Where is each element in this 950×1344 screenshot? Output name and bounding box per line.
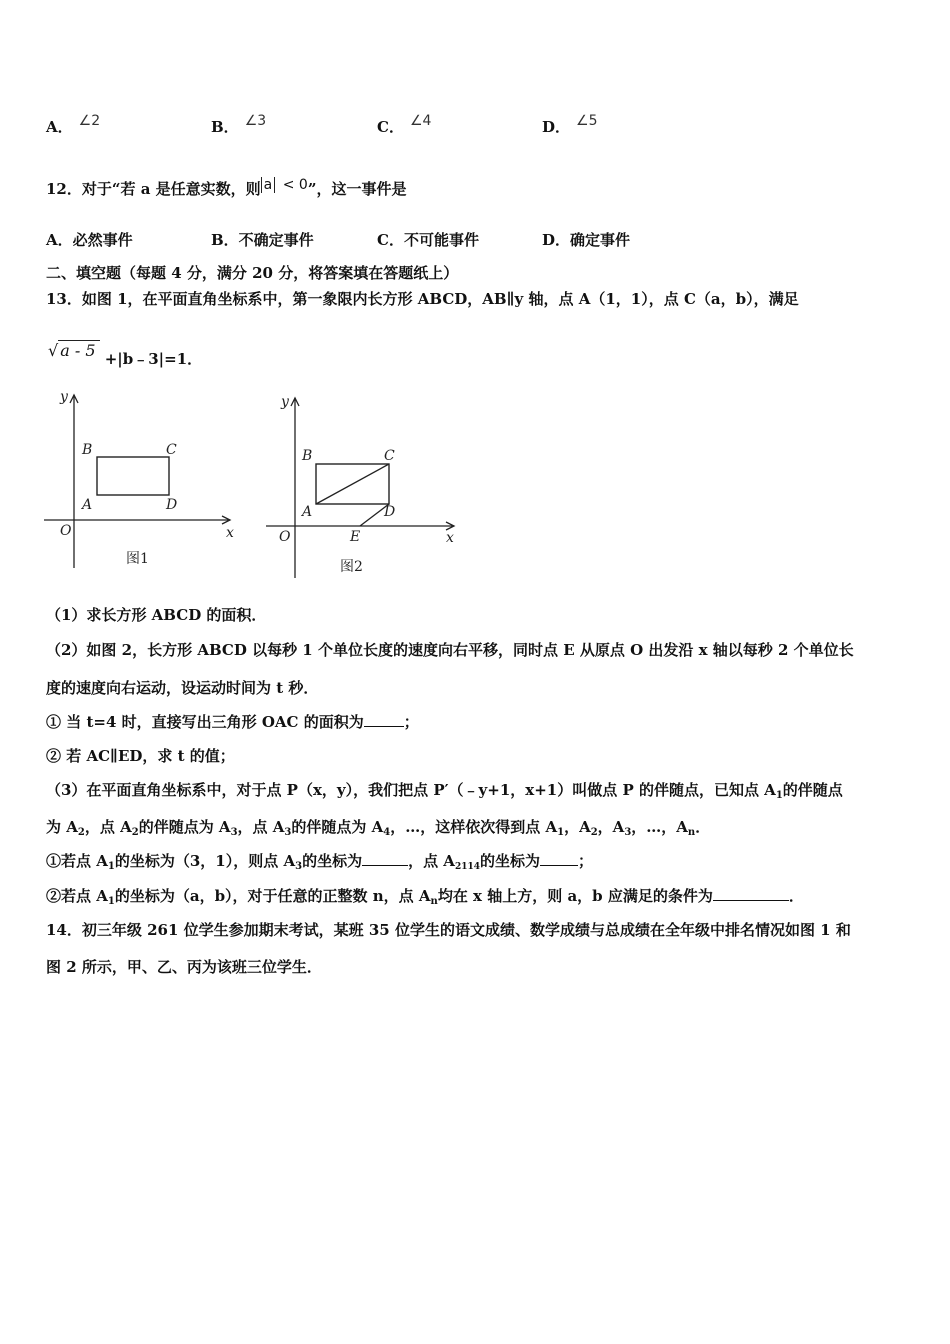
figure-1-caption: 图1: [126, 551, 149, 567]
sqrt-expression: [48, 340, 100, 360]
text: 的伴随点为 A: [291, 818, 384, 836]
text: ，A: [597, 818, 625, 836]
label-o: O: [279, 529, 291, 545]
q13-part-2a: （2）如图 2，长方形 ABCD 以每秒 1 个单位长度的速度向右平移，同时点 E 从原点 O 出发沿 x 轴以每秒 2 个单位长: [46, 641, 854, 659]
text: ，点 A: [408, 852, 455, 870]
answer-blank: [713, 886, 789, 901]
text: 的坐标为: [480, 852, 541, 870]
text: ②若点 A: [46, 887, 108, 905]
rectangle-abcd: [97, 457, 169, 495]
option-value: ∠5: [576, 113, 598, 129]
text: ；: [578, 852, 594, 870]
q13-part-2b: 度的速度向右运动，设运动时间为 t 秒．: [46, 679, 319, 697]
text: ．: [695, 818, 711, 836]
label-d: D: [166, 497, 178, 513]
text: ，…，这样依次得到点 A: [390, 818, 558, 836]
q14-line-2: 图 2 所示，甲、乙、丙为该班三位学生．: [46, 958, 322, 976]
q12-option-b: B．不确定事件: [211, 231, 314, 249]
q12-option-d: D．确定事件: [542, 231, 631, 249]
option-letter: B．: [211, 118, 239, 136]
q14-line-1: 14．初三年级 261 位学生参加期末考试，某班 35 位学生的语文成绩、数学成绩与总成绩在全年级中排名情况如图 1 和: [46, 921, 851, 939]
text: ，点 A: [84, 818, 132, 836]
q13-stem: 13．如图 1，在平面直角坐标系中，第一象限内长方形 ABCD，AB∥y 轴，点 A（1，1），点 C（a，b），满足: [46, 290, 799, 308]
label-x: x: [446, 530, 454, 546]
text: 的坐标为（a，b），对于任意的正整数 n，点 A: [114, 887, 431, 905]
q13-part-3c: [46, 850, 593, 871]
label-e: E: [350, 529, 361, 545]
subscript: 3: [284, 827, 292, 838]
label-o: O: [60, 523, 72, 539]
part-text: ① 当 t=4 时，直接写出三角形 OAC 的面积为: [46, 713, 364, 731]
label-c: C: [384, 448, 395, 464]
q13-part-1: （1）求长方形 ABCD 的面积．: [46, 606, 267, 624]
inequality: < 0: [274, 177, 308, 193]
section-heading: 二、填空题（每题 4 分，满分 20 分，将答案填在答题纸上）: [46, 264, 459, 282]
figure-2-caption: 图2: [340, 559, 363, 575]
label-b: B: [302, 448, 313, 464]
text: ，点 A: [237, 818, 285, 836]
q13-part-3d: [46, 885, 804, 906]
q11-option-a: [46, 113, 101, 137]
part-end: 的伴随点: [782, 781, 843, 799]
label-c: C: [166, 442, 177, 458]
condition-rest: +|b﹣3|=1．: [104, 350, 203, 368]
text: ．: [788, 887, 804, 905]
q11-option-b: [211, 113, 267, 137]
subscript: 4: [383, 827, 391, 838]
option-value: ∠2: [78, 113, 101, 129]
q13-part-2d: ② 若 AC∥ED，求 t 的值；: [46, 747, 235, 765]
text: ，…，A: [631, 818, 688, 836]
abs-value: a: [263, 177, 273, 193]
label-a: A: [82, 497, 93, 513]
q11-option-c: [377, 113, 432, 137]
subscript: 2: [77, 827, 85, 838]
q12-option-a: A．必然事件: [46, 231, 133, 249]
text: ①若点 A: [46, 852, 108, 870]
subscript: 3: [295, 861, 303, 872]
text: 的坐标为（3，1），则点 A: [114, 852, 296, 870]
text: ，A: [564, 818, 591, 836]
subscript: 2114: [454, 862, 481, 872]
subscript: 3: [230, 827, 238, 838]
part-end: ；: [403, 713, 419, 731]
subscript: 1: [775, 790, 783, 801]
q12-option-c: C．不可能事件: [377, 231, 479, 249]
radicand: a - 5: [58, 340, 99, 360]
q13-part-3b: [46, 816, 710, 837]
subscript: 1: [557, 827, 565, 838]
subscript: 2: [590, 827, 598, 838]
q11-option-d: [542, 113, 598, 137]
option-value: ∠4: [409, 113, 432, 129]
subscript: 2: [131, 827, 139, 838]
text: 为 A: [46, 818, 78, 836]
text: 的伴随点为 A: [138, 818, 231, 836]
abs-expression: [261, 177, 308, 193]
label-b: B: [82, 442, 93, 458]
figure-2: [262, 390, 467, 582]
answer-blank: [364, 712, 404, 727]
q13-condition: [48, 340, 203, 368]
answer-blank: [540, 851, 578, 866]
text: 均在 x 轴上方，则 a，b 应满足的条件为: [437, 887, 713, 905]
label-y: y: [281, 394, 289, 410]
label-y: y: [60, 389, 68, 405]
subscript: 3: [624, 827, 632, 838]
subscript: n: [430, 896, 438, 907]
subscript: 1: [107, 896, 115, 907]
sqrt-icon: √: [48, 341, 59, 360]
text: 的坐标为: [302, 852, 363, 870]
option-value: ∠3: [244, 113, 267, 129]
q12-stem: [46, 178, 406, 199]
part-text: （3）在平面直角坐标系中，对于点 P（x，y），我们把点 P′（﹣y+1，x+1）叫做点 P 的伴随点，已知点 A: [46, 781, 776, 799]
label-d: D: [384, 504, 396, 520]
subscript: 1: [107, 861, 115, 872]
option-letter: A．: [46, 118, 73, 136]
q13-part-2c: [46, 711, 419, 732]
label-a: A: [302, 504, 313, 520]
answer-blank: [362, 851, 408, 866]
option-letter: D．: [542, 118, 571, 136]
label-x: x: [226, 525, 234, 541]
option-letter: C．: [377, 118, 404, 136]
segment-ac: [316, 464, 389, 504]
q12-after: ”，这一事件是: [307, 180, 407, 198]
subscript: n: [687, 827, 696, 838]
figure-1: [40, 385, 250, 575]
q13-part-3a: [46, 779, 843, 800]
q12-before: 12．对于“若 a 是任意实数，则: [46, 180, 261, 198]
